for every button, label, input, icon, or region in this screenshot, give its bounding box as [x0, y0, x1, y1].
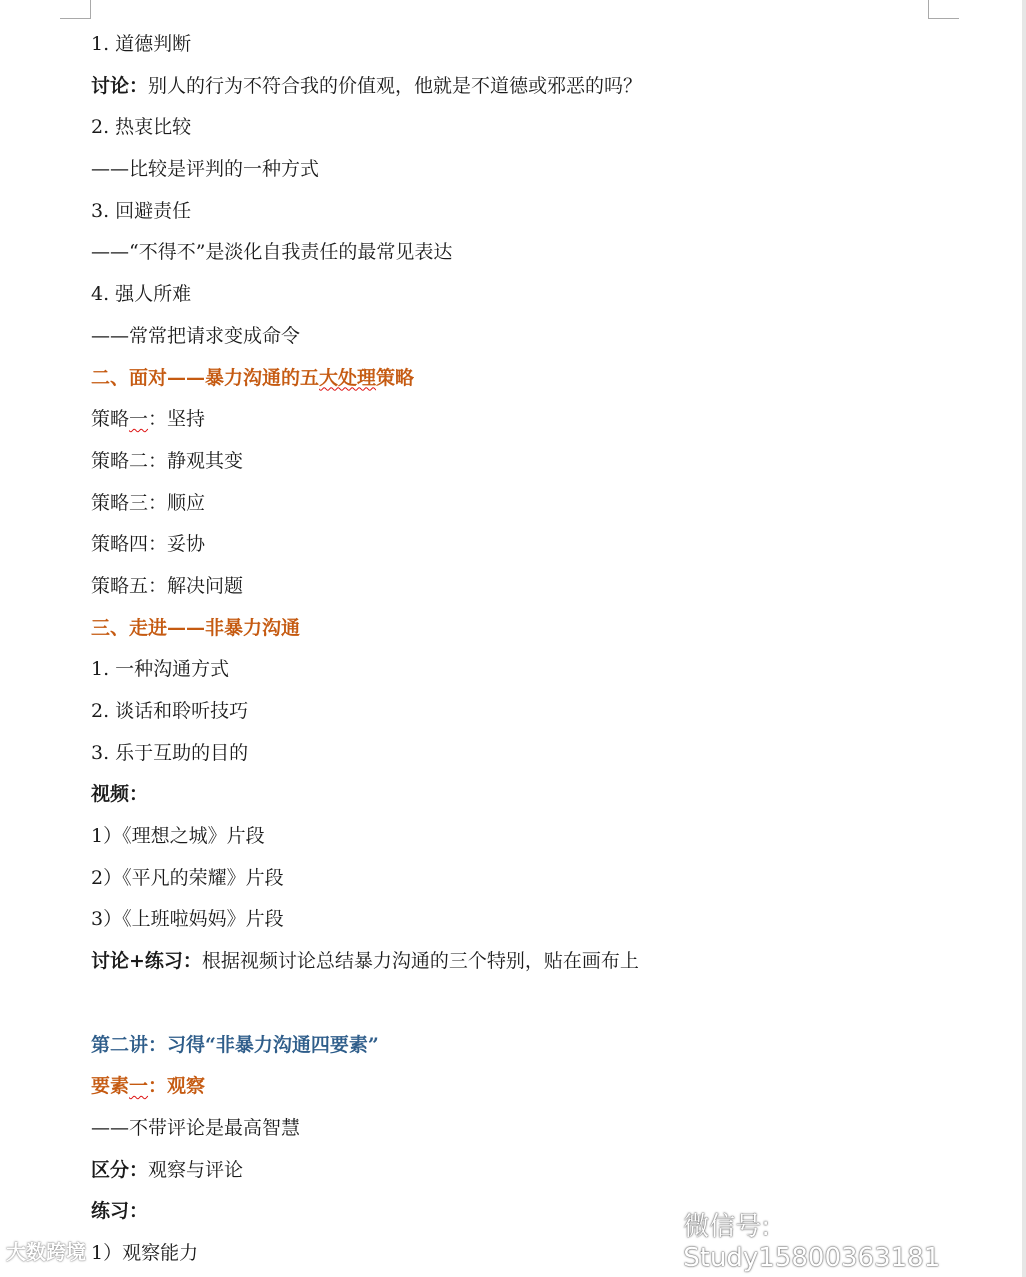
discussion-text: 别人的行为不符合我的价值观，他就是不道德或邪恶的吗？ [148, 74, 643, 97]
strategy-5 [91, 566, 971, 608]
line-text: ——常常把请求变成命令 [91, 324, 301, 347]
exercise-text: 根据视频讨论总结暴力沟通的三个特别，贴在画布上 [201, 950, 639, 973]
line-text: 策略四：妥协 [91, 533, 206, 556]
video-label-line [91, 774, 971, 816]
list-item-1 [91, 649, 971, 691]
heading-text: ：观察 [148, 1075, 206, 1098]
list-item-1 [91, 24, 971, 66]
line-text: 1）观察能力 [91, 1241, 199, 1264]
line-text: ——“不得不”是淡化自我责任的最常见表达 [91, 241, 453, 264]
line-text: 策略五：解决问题 [91, 574, 244, 597]
watermark-bottom-left [6, 1236, 86, 1265]
watermark-bottom-right [648, 1206, 1026, 1273]
line-text: 2. 热衷比较 [91, 116, 192, 139]
exercise-label: 讨论+练习： [91, 950, 202, 973]
list-item-3 [91, 191, 971, 233]
distinguish-label: 区分： [91, 1158, 149, 1181]
page-corner-mark-right [928, 0, 959, 19]
video-label: 视频： [91, 783, 149, 806]
distinguish-text: 观察与评论 [148, 1158, 244, 1181]
note-line [91, 316, 971, 358]
list-item-3 [91, 733, 971, 775]
wechat-icon [648, 1227, 677, 1253]
watermark-text: 大数跨境 [6, 1240, 86, 1264]
list-item-4 [91, 274, 971, 316]
strategy-4 [91, 524, 971, 566]
note-line [91, 1108, 971, 1150]
line-text: 3. 回避责任 [91, 199, 192, 222]
line-text: ——不带评论是最高智慧 [91, 1116, 301, 1139]
page-corner-mark-left [60, 0, 91, 19]
discussion-line [91, 66, 971, 108]
heading-text: 二、面对——暴力沟通的五 [91, 366, 320, 389]
line-text: 策略三：顺应 [91, 491, 206, 514]
distinguish-line [91, 1150, 971, 1192]
watermark-text: 微信号: Study15800363181 [683, 1212, 941, 1273]
element-heading [91, 1066, 971, 1108]
spellcheck-underlined-text: 一 [129, 1075, 149, 1098]
blank-line [91, 983, 971, 1025]
section-heading-2 [91, 358, 971, 400]
line-text: 3. 乐于互助的目的 [91, 741, 249, 764]
strategy-3 [91, 483, 971, 525]
line-text: 2. 谈话和聆听技巧 [91, 700, 249, 722]
discussion-label: 讨论： [91, 74, 149, 97]
line-text: ——比较是评判的一种方式 [91, 158, 320, 181]
spellcheck-underlined-text: 一 [129, 408, 149, 431]
note-line [91, 149, 971, 191]
document-body[interactable] [91, 24, 971, 1275]
line-text: 3）《上班啦妈妈》片段 [91, 908, 284, 931]
line-text: 1. 一种沟通方式 [91, 658, 230, 681]
section-heading-3 [91, 608, 971, 650]
list-item-2 [91, 107, 971, 149]
line-text: 策略二：静观其变 [91, 449, 244, 472]
line-text: 1. 道德判断 [91, 33, 192, 55]
heading-text: 第二讲：习得“非暴力沟通四要素” [91, 1033, 379, 1056]
video-item-1 [91, 816, 971, 858]
line-text: 2）《平凡的荣耀》片段 [91, 866, 284, 889]
heading-text: 策略 [376, 366, 415, 389]
line-text: ：坚持 [148, 408, 206, 431]
exercise-line [91, 941, 971, 983]
spellcheck-underlined-text: 大处理 [319, 366, 377, 389]
video-item-2 [91, 858, 971, 900]
heading-text: 三、走进——非暴力沟通 [91, 616, 301, 639]
note-line [91, 232, 971, 274]
lecture-heading [91, 1025, 971, 1067]
practice-label: 练习： [91, 1200, 149, 1223]
line-text: 策略 [91, 408, 130, 431]
video-item-3 [91, 899, 971, 941]
list-item-2 [91, 691, 971, 733]
heading-text: 要素 [91, 1075, 130, 1098]
window-edge [1022, 0, 1026, 1277]
line-text: 4. 强人所难 [91, 283, 192, 306]
strategy-1 [91, 399, 971, 441]
strategy-2 [91, 441, 971, 483]
line-text: 1）《理想之城》片段 [91, 825, 265, 848]
